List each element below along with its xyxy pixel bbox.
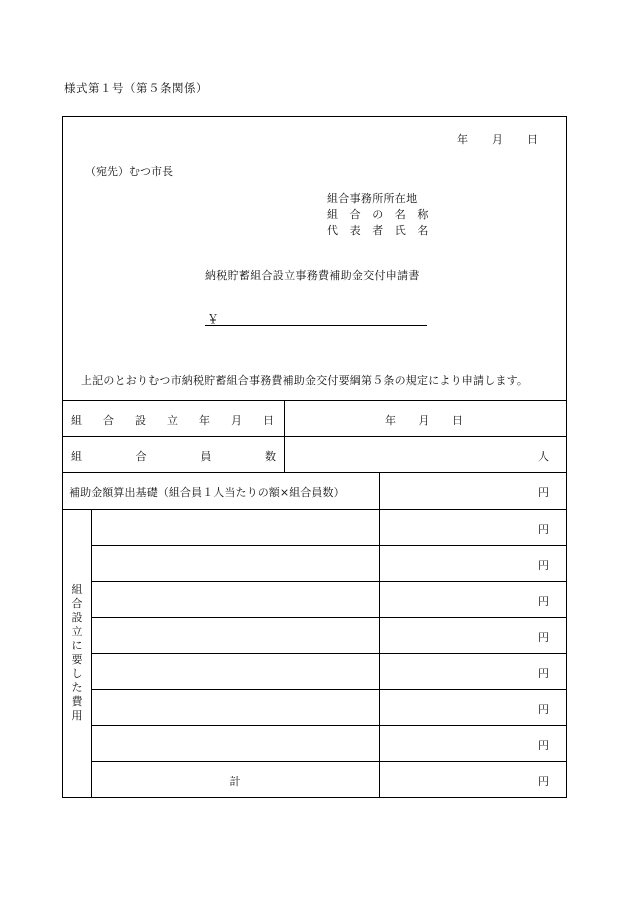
expense-unit: 円 (538, 595, 549, 608)
applicant-block (327, 191, 429, 239)
column-divider (91, 509, 92, 797)
basis-label: 補助金額算出基礎（組合員１人当たりの額×組合員数） (69, 486, 345, 499)
row-divider (91, 761, 566, 762)
applicant-name-label: 組 合 の 名 称 (327, 208, 429, 221)
addressee: （宛先）むつ市長 (85, 165, 173, 178)
row-divider (91, 617, 566, 618)
row-divider (63, 472, 566, 473)
expense-unit: 円 (538, 559, 549, 572)
expense-unit: 円 (538, 667, 549, 680)
establish-date-value[interactable]: 年 月 日 (385, 414, 463, 427)
row-divider (63, 436, 566, 437)
expense-unit: 円 (538, 739, 549, 752)
column-divider (284, 400, 285, 472)
column-divider (379, 472, 380, 797)
amount-field[interactable] (205, 311, 427, 326)
row-divider (91, 725, 566, 726)
table-top-border (63, 400, 566, 401)
member-count-unit: 人 (538, 450, 549, 463)
member-count-label: 組 合 員 数 (71, 450, 276, 463)
expense-unit: 円 (538, 631, 549, 644)
application-date (433, 131, 538, 147)
yen-symbol: ￥ (207, 312, 220, 326)
row-divider (91, 689, 566, 690)
applicant-address-label: 組合事務所所在地 (327, 192, 418, 205)
expense-unit: 円 (538, 703, 549, 716)
document-title: 納税貯蓄組合設立事務費補助金交付申請書 (205, 269, 420, 282)
basis-unit: 円 (538, 486, 549, 499)
row-divider (63, 509, 566, 510)
application-statement: 上記のとおりむつ市納税貯蓄組合事務費補助金交付要綱第５条の規定により申請します。 (81, 374, 529, 387)
row-divider (91, 653, 566, 654)
application-form (62, 116, 567, 798)
establish-date-label: 組 合 設 立 年 月 日 (71, 414, 274, 427)
form-header (63, 117, 566, 400)
expense-unit: 円 (538, 523, 549, 536)
form-number: 様式第１号（第５条関係） (64, 81, 208, 95)
date-day: 日 (527, 133, 538, 146)
row-divider (91, 581, 566, 582)
total-label: 計 (229, 775, 241, 788)
expense-label: 組 合 設 立 に 要 し た 費 用 (71, 583, 83, 722)
applicant-representative-label: 代 表 者 氏 名 (327, 224, 429, 237)
row-divider (91, 545, 566, 546)
date-year: 年 (457, 133, 468, 146)
date-month: 月 (492, 133, 503, 146)
total-unit: 円 (538, 775, 549, 788)
